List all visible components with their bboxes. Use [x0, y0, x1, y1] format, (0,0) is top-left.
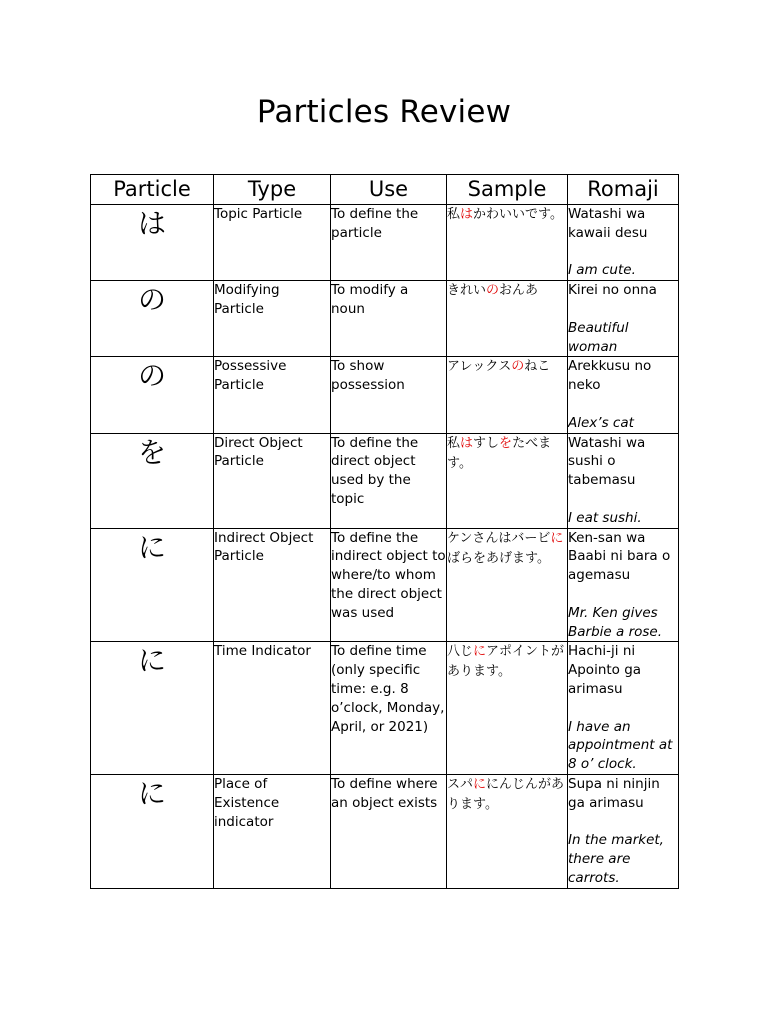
type-cell: Topic Particle	[214, 205, 331, 281]
sample-text: ねこ	[524, 359, 551, 375]
sample-text: おんあ	[499, 283, 539, 299]
sample-text: アポイントがあります。	[447, 644, 565, 680]
romaji-text: Supa ni ninjin ga arimasu	[568, 775, 660, 811]
romaji-text: Hachi-ji ni Apointo ga arimasu	[568, 643, 642, 697]
sample-text: すし	[473, 435, 500, 451]
translation-text: In the market, there are carrots.	[568, 832, 664, 886]
sample-text: 私	[447, 207, 461, 222]
translation-text: I eat sushi.	[568, 509, 642, 526]
romaji-text: Kirei no onna	[568, 282, 657, 299]
use-cell: To define the particle	[331, 205, 447, 281]
type-cell: Possessive Particle	[214, 357, 331, 433]
romaji-cell	[568, 281, 679, 357]
use-cell: To define the direct object used by the topic	[331, 433, 447, 528]
sample-particle-highlight: に	[550, 530, 564, 546]
sample-cell	[447, 433, 568, 528]
header-particle: Particle	[91, 175, 214, 205]
table-row	[91, 774, 679, 888]
sample-particle-highlight: に	[473, 644, 487, 660]
romaji-cell	[568, 642, 679, 775]
particle-cell: の	[91, 281, 214, 357]
sample-particle-highlight: に	[473, 776, 487, 792]
sample-text: スパ	[447, 776, 474, 792]
use-cell: To modify a noun	[331, 281, 447, 357]
particle-cell: に	[91, 528, 214, 642]
romaji-cell	[568, 205, 679, 281]
type-cell: Place of Existence indicator	[214, 774, 331, 888]
sample-cell	[447, 528, 568, 642]
sample-particle-highlight: の	[511, 359, 525, 375]
type-cell: Time Indicator	[214, 642, 331, 775]
header-type: Type	[214, 175, 331, 205]
particle-cell: に	[91, 642, 214, 775]
table-row	[91, 357, 679, 433]
romaji-text: Ken-san wa Baabi ni bara o agemasu	[568, 529, 671, 584]
particles-table	[90, 174, 679, 889]
type-cell: Modifying Particle	[214, 281, 331, 357]
table-row	[91, 433, 679, 528]
translation-text: Mr. Ken gives Barbie a rose.	[568, 604, 663, 640]
sample-text: にんじんがあります。	[447, 776, 565, 812]
page-title: Particles Review	[256, 94, 512, 130]
translation-text: Alex’s cat	[568, 414, 634, 431]
romaji-text: Watashi wa kawaii desu	[568, 206, 648, 241]
romaji-cell	[568, 357, 679, 433]
sample-cell	[447, 281, 568, 357]
translation-text: I have an appointment at 8 o’ clock.	[568, 718, 673, 773]
sample-text: アレックス	[447, 359, 512, 375]
sample-particle-highlight: は	[460, 207, 474, 222]
particle-cell: の	[91, 357, 214, 433]
translation-text: Beautiful woman	[568, 319, 629, 355]
header-sample: Sample	[447, 175, 568, 205]
romaji-cell	[568, 774, 679, 888]
header-romaji: Romaji	[568, 175, 679, 205]
romaji-text: Arekkusu no neko	[568, 358, 652, 394]
sample-cell	[447, 205, 568, 281]
sample-text: ばらをあげます。	[447, 550, 550, 566]
sample-text: きれい	[447, 283, 487, 299]
table-row	[91, 642, 679, 775]
use-cell: To define time (only specific time: e.g. 8 o’clock, Monday, April, or 2021)	[331, 642, 447, 775]
particle-cell: に	[91, 774, 214, 888]
translation-text: I am cute.	[568, 262, 636, 279]
romaji-cell	[568, 528, 679, 642]
table-row	[91, 528, 679, 642]
sample-cell	[447, 642, 568, 775]
romaji-text: Watashi wa sushi o tabemasu	[568, 434, 646, 489]
sample-particle-highlight: の	[486, 283, 500, 299]
type-cell: Indirect Object Particle	[214, 528, 331, 642]
romaji-cell	[568, 433, 679, 528]
sample-cell	[447, 357, 568, 433]
sample-cell	[447, 774, 568, 888]
sample-particle-highlight: を	[499, 435, 513, 451]
type-cell: Direct Object Particle	[214, 433, 331, 528]
sample-text: 私	[447, 435, 461, 451]
particle-cell: を	[91, 433, 214, 528]
use-cell: To define the indirect object to where/to whom the direct object was used	[331, 528, 447, 642]
table-row	[91, 205, 679, 281]
header-row	[91, 175, 679, 205]
particle-cell: は	[91, 205, 214, 281]
sample-text: かわいいです。	[473, 207, 563, 222]
header-use: Use	[331, 175, 447, 205]
sample-text: ケンさんはバービ	[447, 530, 551, 546]
use-cell: To show possession	[331, 357, 447, 433]
sample-text: 八じ	[447, 644, 474, 660]
sample-particle-highlight: は	[460, 435, 474, 451]
table-row	[91, 281, 679, 357]
sample-text: たべます。	[447, 435, 552, 471]
use-cell: To define where an object exists	[331, 774, 447, 888]
